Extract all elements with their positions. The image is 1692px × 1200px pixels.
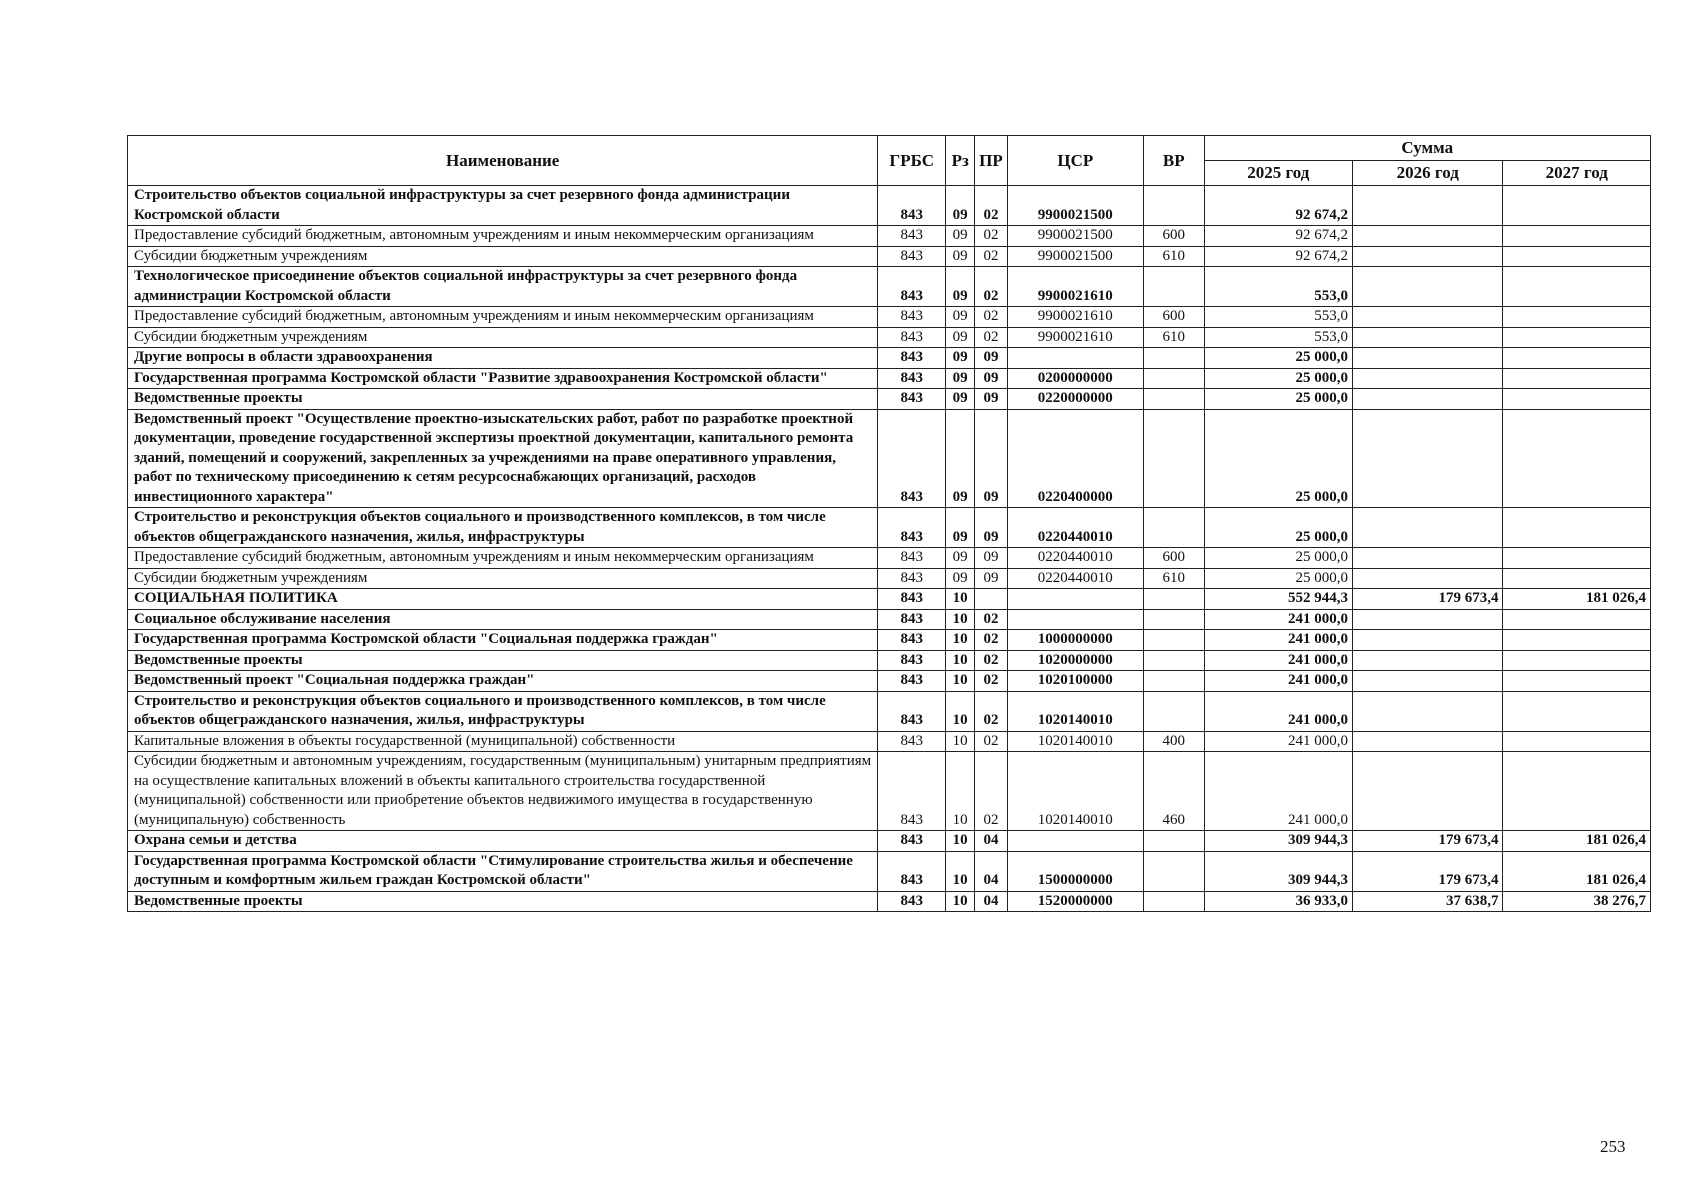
cell-name: Субсидии бюджетным учреждениям — [128, 327, 878, 348]
table-row — [128, 568, 1651, 589]
table-row — [128, 267, 1651, 307]
cell-csr: 1520000000 — [1007, 891, 1143, 912]
cell-sum-2027 — [1503, 508, 1651, 548]
cell-sum-2027 — [1503, 186, 1651, 226]
cell-grbs: 843 — [878, 831, 946, 852]
cell-name: Строительство и реконструкция объектов социального и производственного комплексов, в том числе объектов общегражданского назначения, жилья, инфраструктуры — [128, 691, 878, 731]
cell-csr: 1000000000 — [1007, 630, 1143, 651]
cell-csr: 1020000000 — [1007, 650, 1143, 671]
cell-sum-2027 — [1503, 348, 1651, 369]
cell-pr: 09 — [975, 409, 1007, 508]
cell-grbs: 843 — [878, 671, 946, 692]
cell-sum-2025: 92 674,2 — [1204, 186, 1352, 226]
cell-sum-2027 — [1503, 409, 1651, 508]
cell-vr — [1143, 589, 1204, 610]
cell-grbs: 843 — [878, 609, 946, 630]
cell-sum-2026 — [1353, 731, 1503, 752]
cell-vr — [1143, 368, 1204, 389]
cell-sum-2027 — [1503, 307, 1651, 328]
cell-grbs: 843 — [878, 246, 946, 267]
cell-sum-2025: 241 000,0 — [1204, 731, 1352, 752]
cell-grbs: 843 — [878, 650, 946, 671]
cell-csr: 1020140010 — [1007, 731, 1143, 752]
cell-name: Строительство и реконструкция объектов социального и производственного комплексов, в том числе объектов общегражданского назначения, жилья, инфраструктуры — [128, 508, 878, 548]
cell-name: Ведомственные проекты — [128, 650, 878, 671]
cell-name: Охрана семьи и детства — [128, 831, 878, 852]
cell-sum-2026 — [1353, 368, 1503, 389]
cell-rz: 10 — [946, 691, 975, 731]
cell-name: Субсидии бюджетным и автономным учреждениям, государственным (муниципальным) унитарным предприятиям на осуществление капитальных вложений в объекты капитального строительства государственной (муниципальной) собственности или приобретение объектов недвижимого имущества в государственную (муниципальную) собственность — [128, 752, 878, 831]
cell-rz: 09 — [946, 409, 975, 508]
cell-rz: 10 — [946, 609, 975, 630]
cell-vr — [1143, 691, 1204, 731]
cell-name: СОЦИАЛЬНАЯ ПОЛИТИКА — [128, 589, 878, 610]
cell-name: Предоставление субсидий бюджетным, автономным учреждениям и иным некоммерческим организациям — [128, 307, 878, 328]
cell-pr: 02 — [975, 671, 1007, 692]
cell-rz: 09 — [946, 246, 975, 267]
cell-vr — [1143, 671, 1204, 692]
cell-pr: 09 — [975, 389, 1007, 410]
cell-vr — [1143, 650, 1204, 671]
cell-vr: 610 — [1143, 327, 1204, 348]
cell-rz: 10 — [946, 589, 975, 610]
header-vr: ВР — [1143, 136, 1204, 186]
cell-sum-2026 — [1353, 246, 1503, 267]
cell-rz: 09 — [946, 226, 975, 247]
table-row — [128, 246, 1651, 267]
cell-rz: 10 — [946, 731, 975, 752]
cell-rz: 09 — [946, 368, 975, 389]
cell-grbs: 843 — [878, 409, 946, 508]
cell-vr — [1143, 609, 1204, 630]
cell-rz: 09 — [946, 389, 975, 410]
cell-pr: 02 — [975, 731, 1007, 752]
header-csr: ЦСР — [1007, 136, 1143, 186]
cell-name: Предоставление субсидий бюджетным, автономным учреждениям и иным некоммерческим организациям — [128, 548, 878, 569]
cell-sum-2026 — [1353, 609, 1503, 630]
cell-grbs: 843 — [878, 267, 946, 307]
cell-rz: 10 — [946, 752, 975, 831]
cell-sum-2025: 36 933,0 — [1204, 891, 1352, 912]
cell-pr: 09 — [975, 508, 1007, 548]
cell-name: Государственная программа Костромской области "Развитие здравоохранения Костромской области" — [128, 368, 878, 389]
cell-sum-2025: 309 944,3 — [1204, 851, 1352, 891]
budget-table — [127, 135, 1651, 912]
cell-vr: 600 — [1143, 226, 1204, 247]
cell-sum-2026 — [1353, 327, 1503, 348]
cell-sum-2027 — [1503, 671, 1651, 692]
cell-csr — [1007, 589, 1143, 610]
cell-csr: 0220000000 — [1007, 389, 1143, 410]
cell-rz: 10 — [946, 831, 975, 852]
cell-vr: 600 — [1143, 307, 1204, 328]
cell-sum-2025: 553,0 — [1204, 327, 1352, 348]
cell-sum-2026 — [1353, 409, 1503, 508]
cell-sum-2025: 241 000,0 — [1204, 630, 1352, 651]
cell-sum-2025: 241 000,0 — [1204, 691, 1352, 731]
cell-pr: 04 — [975, 831, 1007, 852]
table-row — [128, 226, 1651, 247]
cell-pr: 02 — [975, 186, 1007, 226]
cell-name: Ведомственные проекты — [128, 891, 878, 912]
table-row — [128, 609, 1651, 630]
cell-rz: 10 — [946, 891, 975, 912]
cell-sum-2027 — [1503, 327, 1651, 348]
cell-vr — [1143, 409, 1204, 508]
table-row — [128, 671, 1651, 692]
cell-sum-2026 — [1353, 630, 1503, 651]
cell-sum-2026 — [1353, 226, 1503, 247]
cell-pr: 04 — [975, 851, 1007, 891]
cell-sum-2027 — [1503, 731, 1651, 752]
cell-name: Технологическое присоединение объектов социальной инфраструктуры за счет резервного фонда администрации Костромской области — [128, 267, 878, 307]
page-number: 253 — [1600, 1137, 1626, 1156]
cell-csr: 0200000000 — [1007, 368, 1143, 389]
cell-name: Капитальные вложения в объекты государственной (муниципальной) собственности — [128, 731, 878, 752]
cell-pr: 02 — [975, 307, 1007, 328]
cell-pr: 02 — [975, 752, 1007, 831]
table-row — [128, 891, 1651, 912]
cell-name: Государственная программа Костромской области "Социальная поддержка граждан" — [128, 630, 878, 651]
cell-vr: 610 — [1143, 568, 1204, 589]
cell-name: Ведомственный проект "Социальная поддержка граждан" — [128, 671, 878, 692]
cell-sum-2026 — [1353, 389, 1503, 410]
table-body — [128, 186, 1651, 912]
cell-vr — [1143, 851, 1204, 891]
cell-csr: 0220440010 — [1007, 548, 1143, 569]
cell-vr — [1143, 186, 1204, 226]
cell-csr: 0220400000 — [1007, 409, 1143, 508]
cell-grbs: 843 — [878, 630, 946, 651]
table-header — [128, 136, 1651, 186]
cell-rz: 09 — [946, 267, 975, 307]
table-row — [128, 508, 1651, 548]
header-rz: Рз — [946, 136, 975, 186]
cell-pr: 02 — [975, 609, 1007, 630]
table-row — [128, 327, 1651, 348]
cell-sum-2025: 552 944,3 — [1204, 589, 1352, 610]
cell-name: Строительство объектов социальной инфраструктуры за счет резервного фонда администрации Костромской области — [128, 186, 878, 226]
cell-sum-2027: 181 026,4 — [1503, 851, 1651, 891]
cell-vr: 610 — [1143, 246, 1204, 267]
cell-csr: 9900021500 — [1007, 246, 1143, 267]
table-row — [128, 368, 1651, 389]
cell-sum-2026 — [1353, 671, 1503, 692]
header-year-2027: 2027 год — [1503, 161, 1651, 186]
cell-rz: 09 — [946, 508, 975, 548]
cell-rz: 09 — [946, 568, 975, 589]
cell-sum-2025: 25 000,0 — [1204, 548, 1352, 569]
cell-csr — [1007, 609, 1143, 630]
cell-sum-2027 — [1503, 548, 1651, 569]
cell-rz: 10 — [946, 851, 975, 891]
cell-pr: 02 — [975, 691, 1007, 731]
cell-sum-2025: 92 674,2 — [1204, 246, 1352, 267]
cell-vr — [1143, 348, 1204, 369]
cell-csr — [1007, 831, 1143, 852]
cell-grbs: 843 — [878, 508, 946, 548]
header-name: Наименование — [128, 136, 878, 186]
cell-sum-2026: 37 638,7 — [1353, 891, 1503, 912]
cell-sum-2025: 309 944,3 — [1204, 831, 1352, 852]
cell-sum-2026 — [1353, 267, 1503, 307]
table-row — [128, 409, 1651, 508]
cell-vr — [1143, 891, 1204, 912]
header-pr: ПР — [975, 136, 1007, 186]
cell-grbs: 843 — [878, 327, 946, 348]
cell-rz: 09 — [946, 327, 975, 348]
cell-name: Государственная программа Костромской области "Стимулирование строительства жилья и обеспечение доступным и комфортным жильем граждан Костромской области" — [128, 851, 878, 891]
cell-rz: 09 — [946, 348, 975, 369]
header-year-2026: 2026 год — [1353, 161, 1503, 186]
cell-grbs: 843 — [878, 548, 946, 569]
cell-sum-2026 — [1353, 568, 1503, 589]
cell-sum-2026 — [1353, 650, 1503, 671]
cell-csr: 1500000000 — [1007, 851, 1143, 891]
cell-sum-2027 — [1503, 368, 1651, 389]
cell-grbs: 843 — [878, 589, 946, 610]
cell-csr: 1020100000 — [1007, 671, 1143, 692]
cell-grbs: 843 — [878, 389, 946, 410]
cell-name: Предоставление субсидий бюджетным, автономным учреждениям и иным некоммерческим организациям — [128, 226, 878, 247]
cell-grbs: 843 — [878, 186, 946, 226]
cell-grbs: 843 — [878, 891, 946, 912]
cell-sum-2026 — [1353, 348, 1503, 369]
cell-sum-2027 — [1503, 650, 1651, 671]
cell-vr: 600 — [1143, 548, 1204, 569]
cell-sum-2027 — [1503, 630, 1651, 651]
cell-pr: 09 — [975, 368, 1007, 389]
cell-rz: 10 — [946, 630, 975, 651]
cell-grbs: 843 — [878, 691, 946, 731]
cell-csr: 0220440010 — [1007, 568, 1143, 589]
cell-sum-2025: 241 000,0 — [1204, 671, 1352, 692]
cell-pr: 09 — [975, 548, 1007, 569]
cell-rz: 09 — [946, 548, 975, 569]
header-year-2025: 2025 год — [1204, 161, 1352, 186]
cell-pr: 04 — [975, 891, 1007, 912]
cell-pr: 09 — [975, 568, 1007, 589]
cell-pr: 02 — [975, 267, 1007, 307]
cell-csr: 1020140010 — [1007, 691, 1143, 731]
table-row — [128, 630, 1651, 651]
cell-csr: 9900021610 — [1007, 307, 1143, 328]
cell-sum-2027 — [1503, 568, 1651, 589]
cell-grbs: 843 — [878, 851, 946, 891]
cell-sum-2026 — [1353, 548, 1503, 569]
cell-sum-2025: 25 000,0 — [1204, 348, 1352, 369]
cell-vr — [1143, 508, 1204, 548]
cell-vr — [1143, 267, 1204, 307]
cell-sum-2027 — [1503, 609, 1651, 630]
cell-sum-2025: 25 000,0 — [1204, 508, 1352, 548]
cell-pr: 02 — [975, 226, 1007, 247]
cell-csr — [1007, 348, 1143, 369]
table-row — [128, 752, 1651, 831]
cell-csr: 9900021500 — [1007, 226, 1143, 247]
cell-sum-2027 — [1503, 389, 1651, 410]
cell-name: Ведомственные проекты — [128, 389, 878, 410]
cell-vr: 460 — [1143, 752, 1204, 831]
table-row — [128, 691, 1651, 731]
cell-sum-2027: 181 026,4 — [1503, 831, 1651, 852]
table-row — [128, 548, 1651, 569]
cell-rz: 10 — [946, 650, 975, 671]
cell-pr: 02 — [975, 650, 1007, 671]
cell-sum-2025: 92 674,2 — [1204, 226, 1352, 247]
cell-rz: 09 — [946, 307, 975, 328]
cell-sum-2026 — [1353, 691, 1503, 731]
cell-sum-2026 — [1353, 307, 1503, 328]
cell-csr: 9900021610 — [1007, 327, 1143, 348]
table-row — [128, 389, 1651, 410]
cell-sum-2025: 25 000,0 — [1204, 389, 1352, 410]
cell-sum-2025: 25 000,0 — [1204, 568, 1352, 589]
cell-sum-2027 — [1503, 267, 1651, 307]
cell-sum-2027: 38 276,7 — [1503, 891, 1651, 912]
cell-sum-2025: 25 000,0 — [1204, 368, 1352, 389]
cell-rz: 10 — [946, 671, 975, 692]
table-row — [128, 851, 1651, 891]
cell-sum-2025: 241 000,0 — [1204, 752, 1352, 831]
cell-pr: 02 — [975, 630, 1007, 651]
cell-name: Субсидии бюджетным учреждениям — [128, 568, 878, 589]
cell-name: Социальное обслуживание населения — [128, 609, 878, 630]
table-row — [128, 307, 1651, 328]
cell-sum-2025: 241 000,0 — [1204, 650, 1352, 671]
table-row — [128, 186, 1651, 226]
cell-vr — [1143, 630, 1204, 651]
cell-grbs: 843 — [878, 568, 946, 589]
cell-sum-2025: 553,0 — [1204, 267, 1352, 307]
cell-sum-2025: 25 000,0 — [1204, 409, 1352, 508]
cell-sum-2027: 181 026,4 — [1503, 589, 1651, 610]
cell-grbs: 843 — [878, 368, 946, 389]
cell-pr: 02 — [975, 246, 1007, 267]
cell-rz: 09 — [946, 186, 975, 226]
cell-sum-2026: 179 673,4 — [1353, 831, 1503, 852]
cell-pr — [975, 589, 1007, 610]
cell-sum-2027 — [1503, 691, 1651, 731]
cell-name: Другие вопросы в области здравоохранения — [128, 348, 878, 369]
cell-pr: 02 — [975, 327, 1007, 348]
cell-grbs: 843 — [878, 752, 946, 831]
cell-grbs: 843 — [878, 307, 946, 328]
table-row — [128, 589, 1651, 610]
cell-pr: 09 — [975, 348, 1007, 369]
cell-csr: 9900021610 — [1007, 267, 1143, 307]
cell-sum-2026: 179 673,4 — [1353, 851, 1503, 891]
table-row — [128, 731, 1651, 752]
cell-sum-2025: 241 000,0 — [1204, 609, 1352, 630]
cell-csr: 9900021500 — [1007, 186, 1143, 226]
table-row — [128, 348, 1651, 369]
table-row — [128, 650, 1651, 671]
cell-sum-2025: 553,0 — [1204, 307, 1352, 328]
cell-sum-2026 — [1353, 752, 1503, 831]
header-sum: Сумма — [1204, 136, 1650, 161]
table-row — [128, 831, 1651, 852]
cell-vr — [1143, 389, 1204, 410]
cell-vr: 400 — [1143, 731, 1204, 752]
header-grbs: ГРБС — [878, 136, 946, 186]
cell-csr: 0220440010 — [1007, 508, 1143, 548]
cell-sum-2027 — [1503, 752, 1651, 831]
cell-grbs: 843 — [878, 348, 946, 369]
cell-grbs: 843 — [878, 226, 946, 247]
cell-sum-2027 — [1503, 226, 1651, 247]
cell-csr: 1020140010 — [1007, 752, 1143, 831]
cell-sum-2026 — [1353, 186, 1503, 226]
cell-name: Ведомственный проект "Осуществление проектно-изыскательских работ, работ по разработке проектной документации, проведение государственной экспертизы проектной документации, капитального ремонта зданий, помещений и сооружений, закрепленных за учреждениями на праве оперативного управления, работ по техническому присоединению к сетям ресурсоснабжающих организаций, расходов инвестиционного характера" — [128, 409, 878, 508]
cell-name: Субсидии бюджетным учреждениям — [128, 246, 878, 267]
cell-sum-2027 — [1503, 246, 1651, 267]
cell-sum-2026: 179 673,4 — [1353, 589, 1503, 610]
cell-vr — [1143, 831, 1204, 852]
cell-grbs: 843 — [878, 731, 946, 752]
cell-sum-2026 — [1353, 508, 1503, 548]
